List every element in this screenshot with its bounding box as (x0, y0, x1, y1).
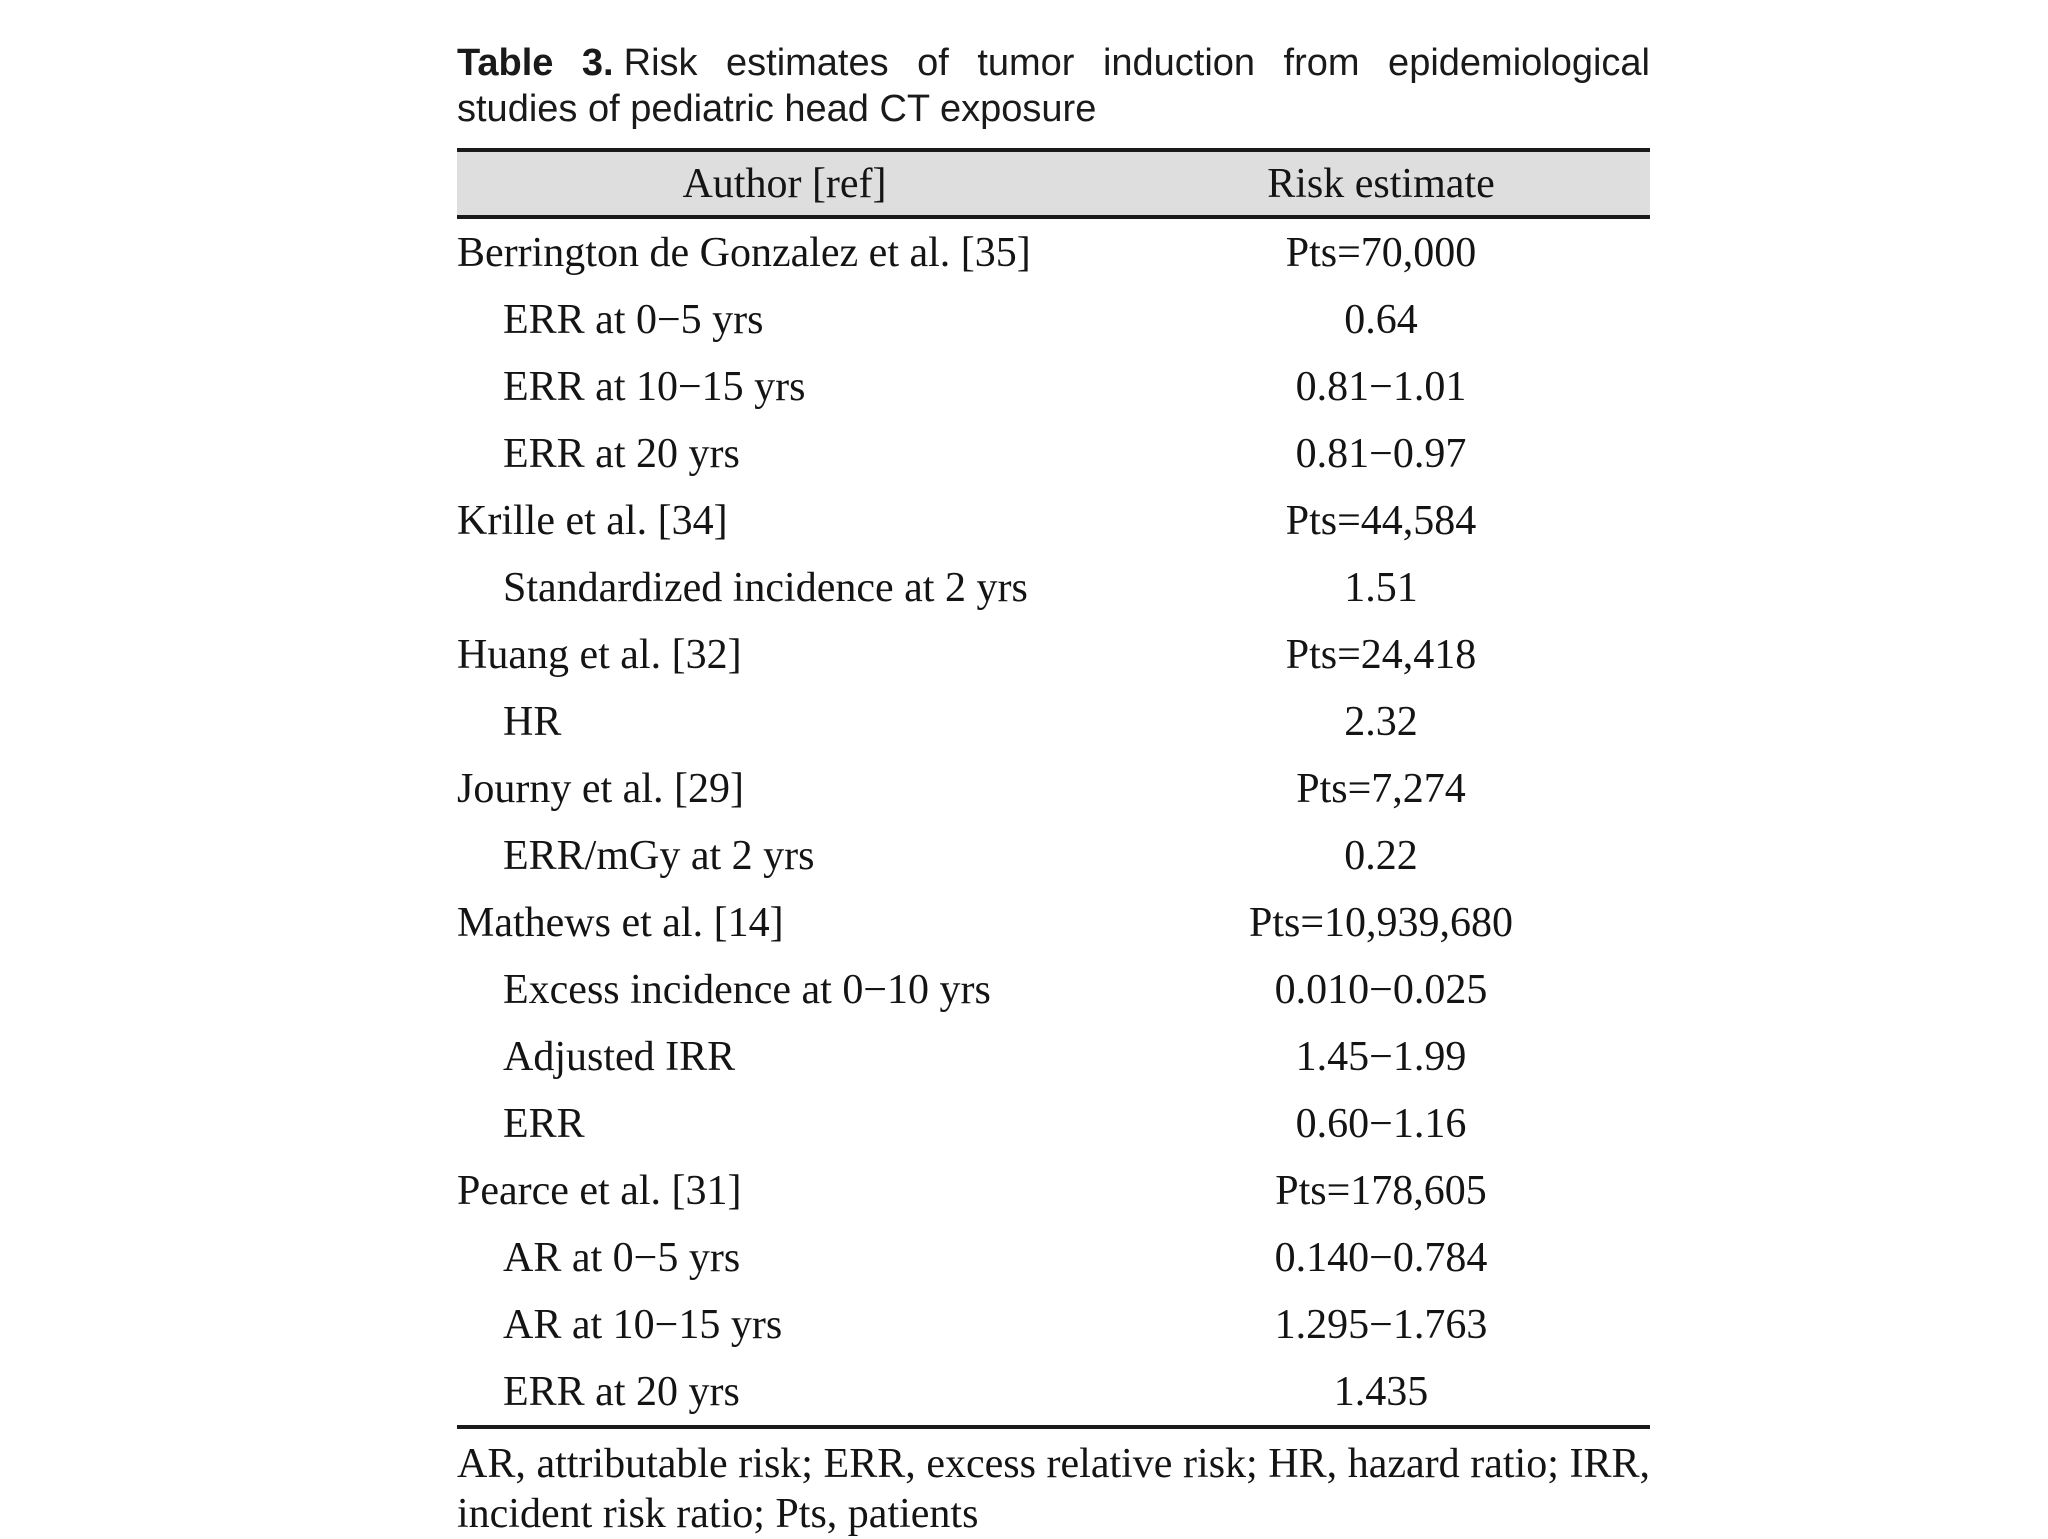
estimate-row (457, 956, 1650, 1023)
study-author-cell: Berrington de Gonzalez et al. [35] (457, 229, 1031, 276)
estimate-row (457, 822, 1650, 889)
estimate-label-cell: Adjusted IRR (503, 1033, 736, 1080)
patient-count-cell: Pts=24,418 (1285, 631, 1477, 678)
table-body (457, 217, 1650, 1427)
estimate-row (457, 286, 1650, 353)
patient-count-cell: Pts=44,584 (1285, 497, 1477, 544)
header-author: Author [ref] (457, 150, 1112, 217)
risk-value-cell: 2.32 (1344, 698, 1418, 745)
estimate-label-cell: ERR at 0−5 yrs (503, 296, 764, 343)
table-caption-text: Risk estimates of tumor induction from epidemiological studies of pediatric head CT exposure (457, 42, 1650, 130)
risk-value-cell: 0.140−0.784 (1274, 1234, 1488, 1281)
table-header-row (457, 150, 1650, 217)
risk-value-cell: 0.60−1.16 (1295, 1100, 1467, 1147)
study-row (457, 621, 1650, 688)
study-author-cell: Mathews et al. [14] (457, 899, 784, 946)
estimate-row (457, 1358, 1650, 1427)
estimate-row (457, 1023, 1650, 1090)
estimate-row (457, 353, 1650, 420)
estimate-label-cell: HR (503, 698, 562, 745)
risk-value-cell: 0.64 (1344, 296, 1418, 343)
study-author-cell: Huang et al. [32] (457, 631, 742, 678)
estimate-label-cell: ERR (503, 1100, 585, 1147)
risk-value-cell: 0.81−0.97 (1295, 430, 1467, 477)
estimate-label-cell: ERR at 20 yrs (457, 1358, 1112, 1427)
estimate-row (457, 1224, 1650, 1291)
estimate-label-cell: ERR/mGy at 2 yrs (503, 832, 815, 879)
estimate-label-cell: Excess incidence at 0−10 yrs (503, 966, 991, 1013)
estimate-row (457, 1090, 1650, 1157)
study-row (457, 217, 1650, 286)
study-author-cell: Journy et al. [29] (457, 765, 744, 812)
risk-value-cell: 1.295−1.763 (1274, 1301, 1488, 1348)
header-risk-estimate: Risk estimate (1112, 150, 1650, 217)
risk-estimates-table (457, 148, 1650, 1429)
risk-value-cell: 0.81−1.01 (1295, 363, 1467, 410)
estimate-row (457, 554, 1650, 621)
study-row (457, 755, 1650, 822)
risk-value-cell: 0.22 (1344, 832, 1418, 879)
patient-count-cell: Pts=10,939,680 (1248, 899, 1514, 946)
estimate-row (457, 1291, 1650, 1358)
estimate-label-cell: AR at 0−5 yrs (503, 1234, 741, 1281)
estimate-label-cell: Standardized incidence at 2 yrs (503, 564, 1028, 611)
estimate-label-cell: ERR at 10−15 yrs (503, 363, 806, 410)
estimate-row (457, 420, 1650, 487)
study-author-cell: Krille et al. [34] (457, 497, 728, 544)
document (457, 40, 1650, 1539)
estimate-label-cell: ERR at 20 yrs (503, 430, 740, 477)
table-caption (457, 40, 1650, 132)
study-author-cell: Pearce et al. [31] (457, 1167, 742, 1214)
patient-count-cell: Pts=70,000 (1285, 229, 1477, 276)
risk-value-cell: 1.51 (1344, 564, 1418, 611)
risk-value-cell: 0.010−0.025 (1274, 966, 1488, 1013)
study-row (457, 889, 1650, 956)
study-row (457, 487, 1650, 554)
risk-value-cell: 1.45−1.99 (1295, 1033, 1467, 1080)
estimate-label-cell: AR at 10−15 yrs (503, 1301, 783, 1348)
patient-count-cell: Pts=178,605 (1275, 1167, 1487, 1214)
risk-value-cell: 1.435 (1112, 1358, 1650, 1427)
table-footnote: AR, attributable risk; ERR, excess relative risk; HR, hazard ratio; IRR, incident risk ratio; Pts, patients (457, 1441, 1650, 1537)
patient-count-cell: Pts=7,274 (1296, 765, 1466, 812)
estimate-row (457, 688, 1650, 755)
table-caption-label: Table 3. (457, 42, 614, 84)
study-row (457, 1157, 1650, 1224)
